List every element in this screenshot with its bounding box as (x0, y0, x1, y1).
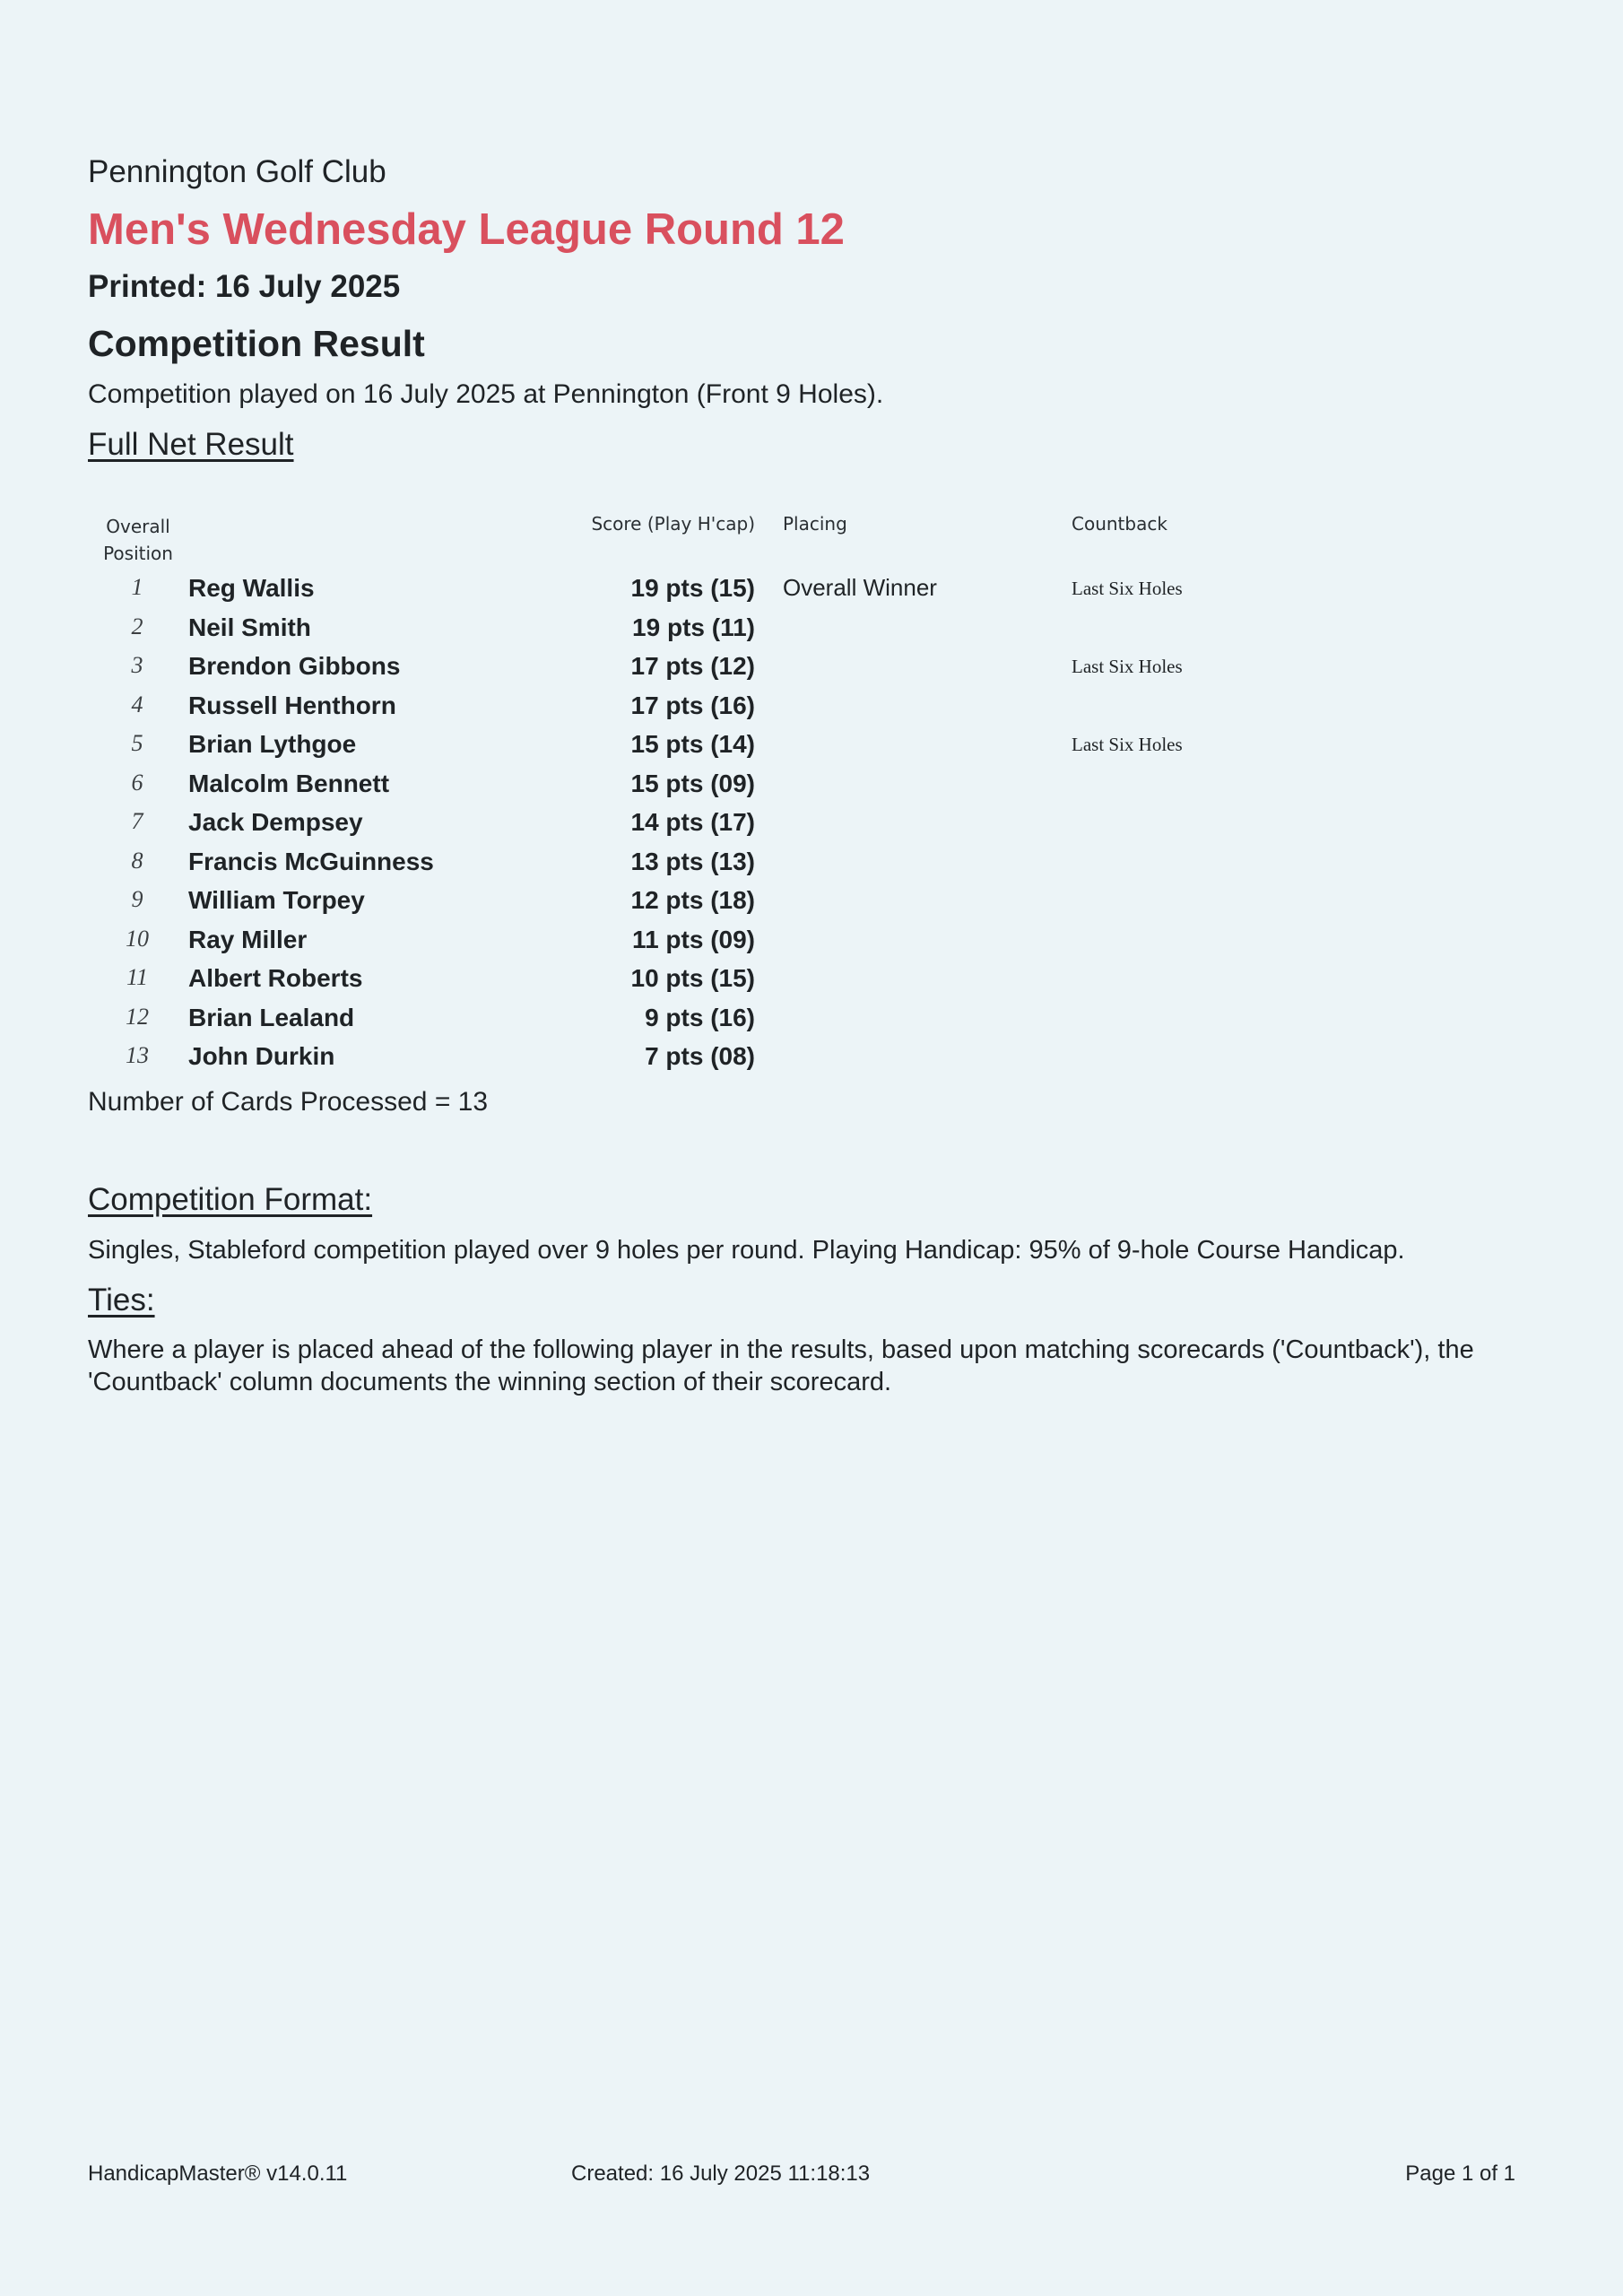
column-header-placing: Placing (783, 513, 847, 535)
placing-cell: Overall Winner (783, 574, 937, 601)
table-row (0, 1000, 1623, 1039)
cards-processed: Number of Cards Processed = 13 (88, 1087, 489, 1117)
position-cell: 10 (126, 925, 149, 952)
footer-page-number: Page 1 of 1 (1405, 2161, 1515, 2186)
player-name: Reg Wallis (188, 574, 315, 602)
table-row (0, 570, 1623, 609)
footer-software: HandicapMaster® v14.0.11 (88, 2161, 348, 2186)
table-row (0, 844, 1623, 883)
position-cell: 12 (126, 1003, 149, 1030)
player-name: Ray Miller (188, 925, 308, 953)
position-cell: 9 (131, 886, 143, 912)
club-name: Pennington Golf Club (88, 154, 386, 189)
table-row (0, 648, 1623, 687)
position-cell: 3 (131, 652, 143, 678)
score-cell: 7 pts (08) (645, 1042, 755, 1070)
table-row (0, 961, 1623, 999)
position-cell: 13 (126, 1042, 149, 1068)
score-cell: 12 pts (18) (630, 886, 755, 914)
position-cell: 6 (131, 769, 143, 796)
score-cell: 17 pts (16) (630, 691, 755, 719)
table-row (0, 804, 1623, 843)
section-title: Competition Result (88, 323, 425, 364)
table-row (0, 1039, 1623, 1077)
player-name: Malcolm Bennett (188, 769, 390, 797)
player-name: Francis McGuinness (188, 847, 434, 875)
footer-created: Created: 16 July 2025 11:18:13 (571, 2161, 871, 2186)
countback-cell: Last Six Holes (1072, 656, 1183, 677)
full-net-result-heading: Full Net Result (88, 427, 294, 462)
player-name: Brendon Gibbons (188, 652, 401, 680)
score-cell: 15 pts (09) (630, 769, 755, 797)
score-cell: 10 pts (15) (630, 964, 755, 992)
player-name: Brian Lythgoe (188, 730, 357, 758)
position-cell: 1 (131, 574, 143, 600)
table-row (0, 766, 1623, 804)
player-name: Brian Lealand (188, 1003, 355, 1031)
table-row (0, 610, 1623, 648)
position-cell: 4 (131, 691, 143, 718)
column-header-score: Score (Play H'cap) (591, 513, 755, 535)
table-row (0, 922, 1623, 961)
position-cell: 7 (131, 808, 143, 834)
player-name: John Durkin (188, 1042, 335, 1070)
competition-title: Men's Wednesday League Round 12 (88, 205, 845, 254)
score-cell: 14 pts (17) (630, 808, 755, 836)
ties-text: Where a player is placed ahead of the following player in the results, based upon matching scorecards ('Countback'), the 'Countback' column documents the winning section of their scorecard. (88, 1335, 1474, 1396)
player-name: Neil Smith (188, 613, 311, 641)
table-row (0, 726, 1623, 765)
position-cell: 2 (131, 613, 143, 639)
played-on-text: Competition played on 16 July 2025 at Pennington (Front 9 Holes). (88, 379, 884, 409)
position-cell: 5 (131, 730, 143, 756)
column-header-position: Overall Position (103, 516, 173, 564)
score-cell: 13 pts (13) (630, 847, 755, 875)
countback-cell: Last Six Holes (1072, 734, 1183, 755)
score-cell: 15 pts (14) (630, 730, 755, 758)
column-header-countback: Countback (1072, 513, 1167, 535)
table-row (0, 883, 1623, 921)
score-cell: 11 pts (09) (632, 925, 755, 953)
competition-format-heading: Competition Format: (88, 1182, 373, 1217)
score-cell: 19 pts (11) (632, 613, 755, 641)
player-name: Russell Henthorn (188, 691, 396, 719)
countback-cell: Last Six Holes (1072, 578, 1183, 599)
player-name: Jack Dempsey (188, 808, 363, 836)
position-cell: 11 (126, 964, 149, 990)
ties-heading: Ties: (88, 1283, 155, 1318)
score-cell: 19 pts (15) (630, 574, 755, 602)
score-cell: 9 pts (16) (645, 1003, 755, 1031)
player-name: William Torpey (188, 886, 365, 914)
printed-date: Printed: 16 July 2025 (88, 269, 401, 304)
competition-format-text: Singles, Stableford competition played over 9 holes per round. Playing Handicap: 95% of 9-hole Course Handicap. (88, 1236, 1405, 1265)
score-cell: 17 pts (12) (630, 652, 755, 680)
player-name: Albert Roberts (188, 964, 363, 992)
position-cell: 8 (131, 847, 143, 874)
table-row (0, 688, 1623, 726)
